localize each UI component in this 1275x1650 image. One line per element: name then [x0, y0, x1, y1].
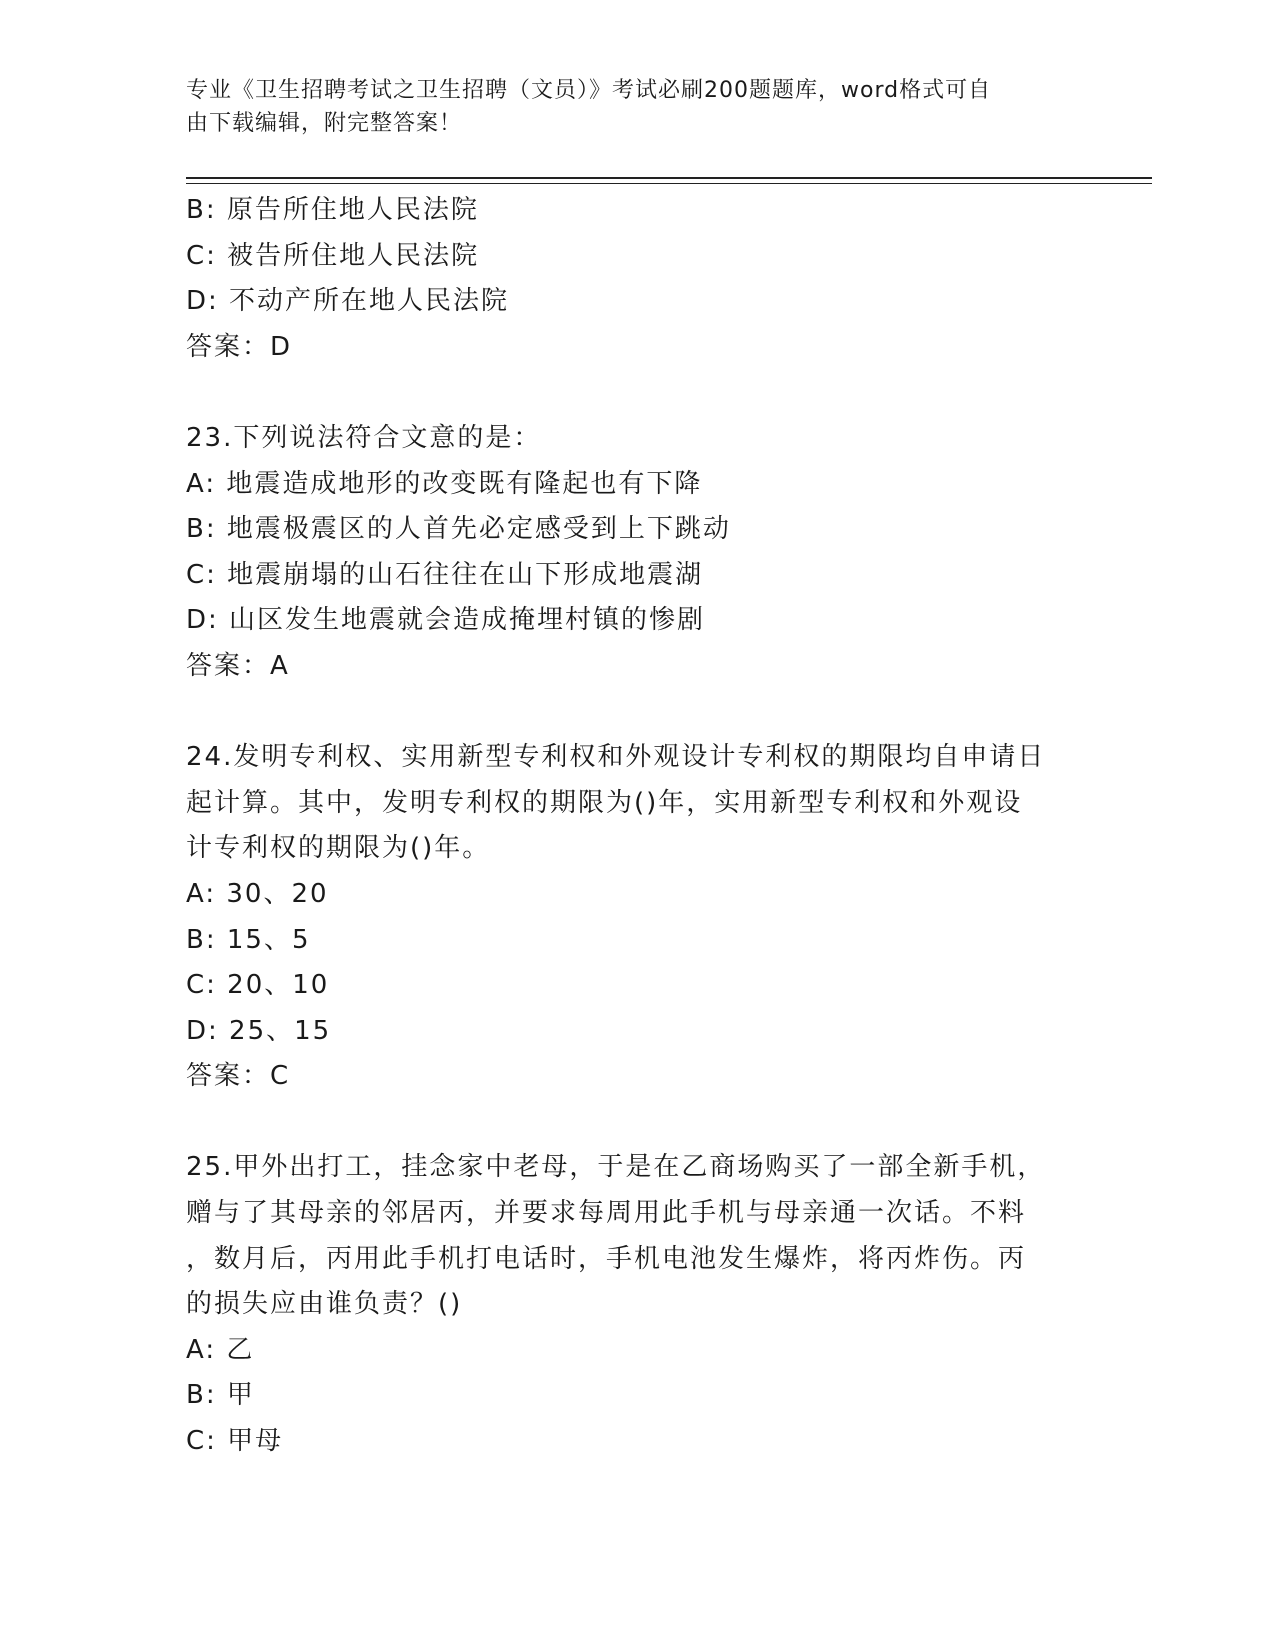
q23-question: 23.下列说法符合文意的是： — [186, 422, 542, 453]
q22-option-b: B: 原告所住地人民法院 — [186, 195, 479, 225]
q23-option-d: D: 山区发生地震就会造成掩埋村镇的惨剧 — [186, 605, 706, 636]
q24-question-line-1: 24.发明专利权、实用新型专利权和外观设计专利权的期限均自申请日 — [186, 742, 1046, 773]
q25-option-a: A: 乙 — [186, 1334, 255, 1365]
q24-option-d: D: 25、15 — [186, 1015, 332, 1046]
header-line-2: 由下载编辑，附完整答案！ — [186, 111, 463, 136]
q24-option-b: B: 15、5 — [186, 924, 311, 955]
q24-answer: 答案：C — [186, 1061, 291, 1092]
header-divider-thick — [186, 177, 1152, 179]
q23-option-a: A: 地震造成地形的改变既有隆起也有下降 — [186, 468, 703, 499]
question-22 — [186, 188, 1086, 370]
spacer — [186, 690, 1086, 736]
q23-option-b: B: 地震极震区的人首先必定感受到上下跳动 — [186, 514, 731, 545]
question-25 — [186, 1145, 1086, 1464]
q22-answer: 答案：D — [186, 331, 293, 362]
q23-option-c: C: 地震崩塌的山石往往在山下形成地震湖 — [186, 559, 704, 590]
q22-option-c: C: 被告所住地人民法院 — [186, 240, 480, 271]
q25-question-line-3: ，数月后，丙用此手机打电话时，手机电池发生爆炸，将丙炸伤。丙 — [186, 1243, 1027, 1274]
q24-question-line-3: 计专利权的期限为()年。 — [186, 833, 491, 864]
q25-option-c: C: 甲母 — [186, 1426, 284, 1457]
q24-question-line-2: 起计算。其中，发明专利权的期限为()年，实用新型专利权和外观设 — [186, 787, 1023, 818]
spacer — [186, 370, 1086, 416]
spacer — [186, 1100, 1086, 1146]
q25-question-line-2: 赠与了其母亲的邻居丙，并要求每周用此手机与母亲通一次话。不料 — [186, 1198, 1027, 1229]
q24-option-c: C: 20、10 — [186, 970, 330, 1001]
question-23 — [186, 416, 1086, 690]
question-24 — [186, 735, 1086, 1100]
header-line-1: 专业《卫生招聘考试之卫生招聘（文员）》考试必刷200题题库，word格式可自 — [186, 78, 992, 103]
q22-option-d: D: 不动产所在地人民法院 — [186, 286, 510, 317]
page-header — [186, 74, 1066, 140]
q25-option-b: B: 甲 — [186, 1380, 255, 1411]
q24-option-a: A: 30、20 — [186, 878, 329, 909]
q25-question-line-1: 25.甲外出打工，挂念家中老母，于是在乙商场购买了一部全新手机， — [186, 1152, 1046, 1183]
question-content — [186, 188, 1086, 1465]
q25-question-line-4: 的损失应由谁负责？() — [186, 1289, 463, 1320]
q23-answer: 答案：A — [186, 650, 290, 681]
header-divider-thin — [186, 183, 1152, 184]
